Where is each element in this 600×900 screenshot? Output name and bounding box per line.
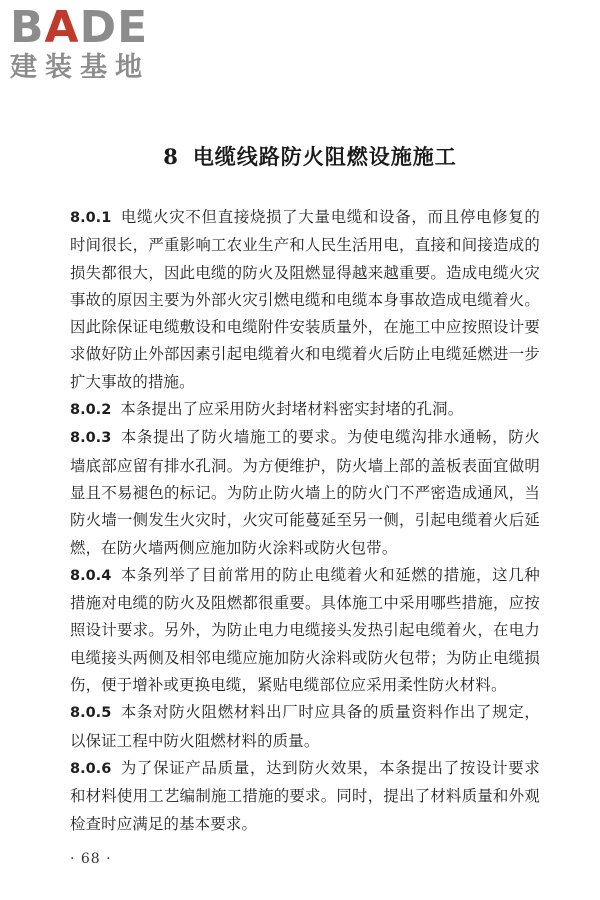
clause-text: 本条提出了防火墙施工的要求。为使电缆沟排水通畅，防火墙底部应留有排水孔洞。为方便维护，防火墙上部的盖板表面宜做明显且不易褪色的标记。为防止防火墙上的防火门不严密造成通风，当防火墙一侧发生火灾时，火灾可能蔓延至另一侧，引起电缆着火后延燃，在防火墙两侧应施加防火涂料或防火包带。 (70, 428, 540, 557)
clause-8-0-3 (70, 424, 540, 561)
clause-text: 为了保证产品质量，达到防火效果，本条提出了按设计要求和材料使用工艺编制施工措施的要求。同时，提出了材料质量和外观检查时应满足的基本要求。 (70, 758, 540, 833)
chapter-number: 8 (163, 144, 179, 170)
logo-wordmark (10, 2, 178, 53)
logo-wordmark-accent: A (44, 2, 80, 53)
clause-text: 本条提出了应采用防火封堵材料密实封堵的孔洞。 (120, 400, 464, 419)
clause-number: 8.0.4 (70, 567, 112, 584)
logo-subtitle: 建装基地 (10, 52, 150, 83)
clause-number: 8.0.3 (70, 430, 112, 447)
document-body (70, 204, 540, 838)
clause-8-0-1 (70, 204, 540, 396)
clause-number: 8.0.5 (70, 705, 112, 722)
clause-8-0-2 (70, 396, 540, 424)
clause-number: 8.0.1 (70, 210, 112, 226)
clause-text: 电缆火灾不但直接烧损了大量电缆和设备，而且停电修复的时间很长，严重影响工农业生产和人民生活用电，直接和间接造成的损失都很大，因此电缆的防火及阻燃显得越来越重要。造成电缆火灾事故的原因主要为外部火灾引燃电缆和电缆本身事故造成电缆着火。因此除保证电缆敷设和电缆附件安装质量外，在施工中应按照设计要求做好防止外部因素引起电缆着火和电缆着火后防止电缆延燃进一步扩大事故的措施。 (70, 208, 540, 391)
logo-wordmark-suffix: DE (79, 2, 149, 53)
clause-number: 8.0.2 (70, 402, 112, 419)
clause-8-0-6 (70, 755, 540, 838)
logo-wordmark-prefix: B (10, 2, 45, 53)
clause-text: 本条列举了目前常用的防止电缆着火和延燃的措施，这几种措施对电缆的防火及阻燃都很重要。具体施工中采用哪些措施，应按照设计要求。另外，为防止电力电缆接头发热引起电缆着火，在电力电缆接头两侧及相邻电缆应施加防火涂料或防火包带；为防止电缆损伤，便于增补或更换电缆，紧贴电缆部位应采用柔性防火材料。 (70, 565, 540, 695)
clause-number: 8.0.6 (70, 760, 112, 777)
page-number: · 68 · (70, 851, 112, 867)
clause-8-0-4 (70, 562, 540, 699)
chapter-title-text: 电缆线路防火阻燃设施施工 (192, 144, 457, 170)
watermark-logo (10, 2, 178, 84)
clause-8-0-5 (70, 699, 540, 755)
chapter-heading (60, 142, 560, 172)
clause-text: 本条对防火阻燃材料出厂时应具备的质量资料作出了规定，以保证工程中防火阻燃材料的质量。 (70, 703, 540, 750)
